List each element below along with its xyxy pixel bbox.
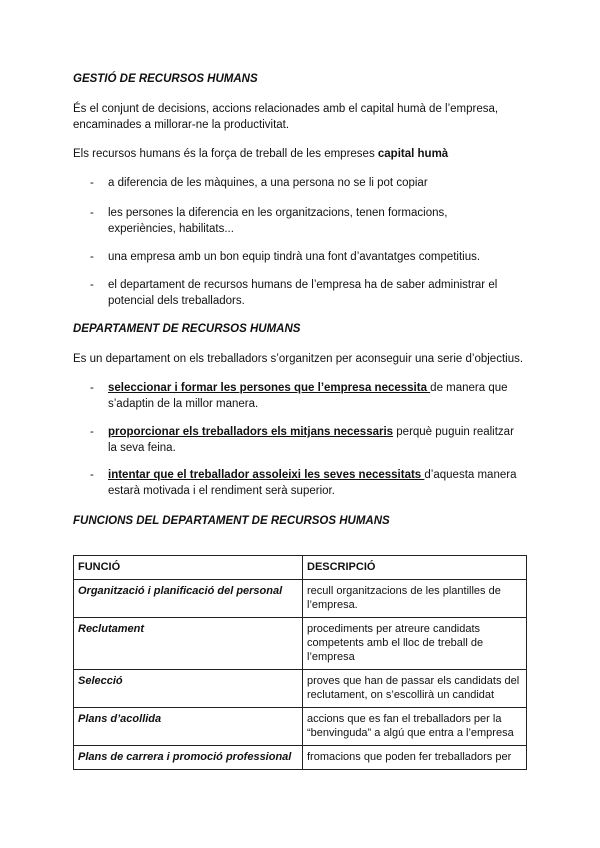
bullet-rest: d’aquesta manera estarà motivada i el rendiment serà superior. [108, 469, 517, 497]
description-cell: recull organitzacions de les plantilles de l’empresa. [303, 580, 527, 618]
table-row [74, 746, 527, 770]
function-cell: Plans de carrera i promoció professional [74, 746, 303, 770]
header-cell-descripcio: DESCRIPCIÓ [303, 556, 527, 580]
section-title-funcions: FUNCIONS DEL DEPARTAMENT DE RECURSOS HUMANS [73, 515, 390, 527]
definition-paragraph: És el conjunt de decisions, accions relacionades amb el capital humà de l’empresa, encaminades a millorar-ne la productivitat. [73, 103, 499, 131]
description-cell: proves que han de passar els candidats del reclutament, on s’escollirà un candidat [303, 670, 527, 708]
functions-table [73, 555, 527, 770]
bullet-emphasis: proporcionar els treballadors els mitjans necessaris [108, 426, 394, 438]
table-row [74, 670, 527, 708]
bullet-dash: - [90, 177, 94, 189]
intro-text: Els recursos humans és la força de treball de les empreses [73, 148, 378, 160]
function-cell: Reclutament [74, 618, 303, 670]
bullet-dash: - [90, 207, 94, 219]
table-row [74, 580, 527, 618]
bullet-rest: de manera que s’adaptin de la millor manera. [108, 382, 508, 410]
description-cell: fromacions que poden fer treballadors per [303, 746, 527, 770]
bullet-text [108, 467, 518, 499]
intro-bold-term: capital humà [377, 148, 449, 160]
header-cell-funcio: FUNCIÓ [74, 556, 303, 580]
bullet-emphasis: intentar que el treballador assoleixi les seves necessitats [108, 469, 425, 481]
section-title-departament: DEPARTAMENT DE RECURSOS HUMANS [73, 323, 301, 335]
table-header-row [74, 556, 527, 580]
section-title-gestio: GESTIÓ DE RECURSOS HUMANS [73, 73, 258, 85]
bullet-text [108, 424, 518, 456]
bullet-text: el departament de recursos humans de l’empresa ha de saber administrar el potencial dels treballadors. [108, 279, 498, 307]
intro-paragraph [73, 146, 543, 162]
department-intro: Es un departament on els treballadors s’organitzen per aconseguir una serie d’objectius. [73, 353, 524, 365]
table-row [74, 708, 527, 746]
bullet-text [108, 380, 518, 412]
function-cell: Selecció [74, 670, 303, 708]
table-row [74, 618, 527, 670]
function-cell: Plans d’acollida [74, 708, 303, 746]
bullet-dash: - [90, 251, 94, 263]
function-cell: Organització i planificació del personal [74, 580, 303, 618]
bullet-dash: - [90, 279, 94, 291]
description-cell: accions que es fan el treballadors per la “benvinguda” a algú que entra a l’empresa [303, 708, 527, 746]
description-cell: procediments per atreure candidats competents amb el lloc de treball de l’empresa [303, 618, 527, 670]
bullet-dash: - [90, 469, 94, 481]
bullet-emphasis: seleccionar i formar les persones que l’empresa necessita [108, 382, 431, 394]
bullet-dash: - [90, 382, 94, 394]
bullet-dash: - [90, 426, 94, 438]
bullet-rest: perquè puguin realitzar la seva feina. [108, 426, 514, 454]
bullet-text: les persones la diferencia en les organitzacions, tenen formacions, experiències, habilitats... [108, 207, 448, 235]
bullet-text: una empresa amb un bon equip tindrà una font d’avantatges competitius. [108, 251, 481, 263]
bullet-text: a diferencia de les màquines, a una persona no se li pot copiar [108, 177, 428, 189]
